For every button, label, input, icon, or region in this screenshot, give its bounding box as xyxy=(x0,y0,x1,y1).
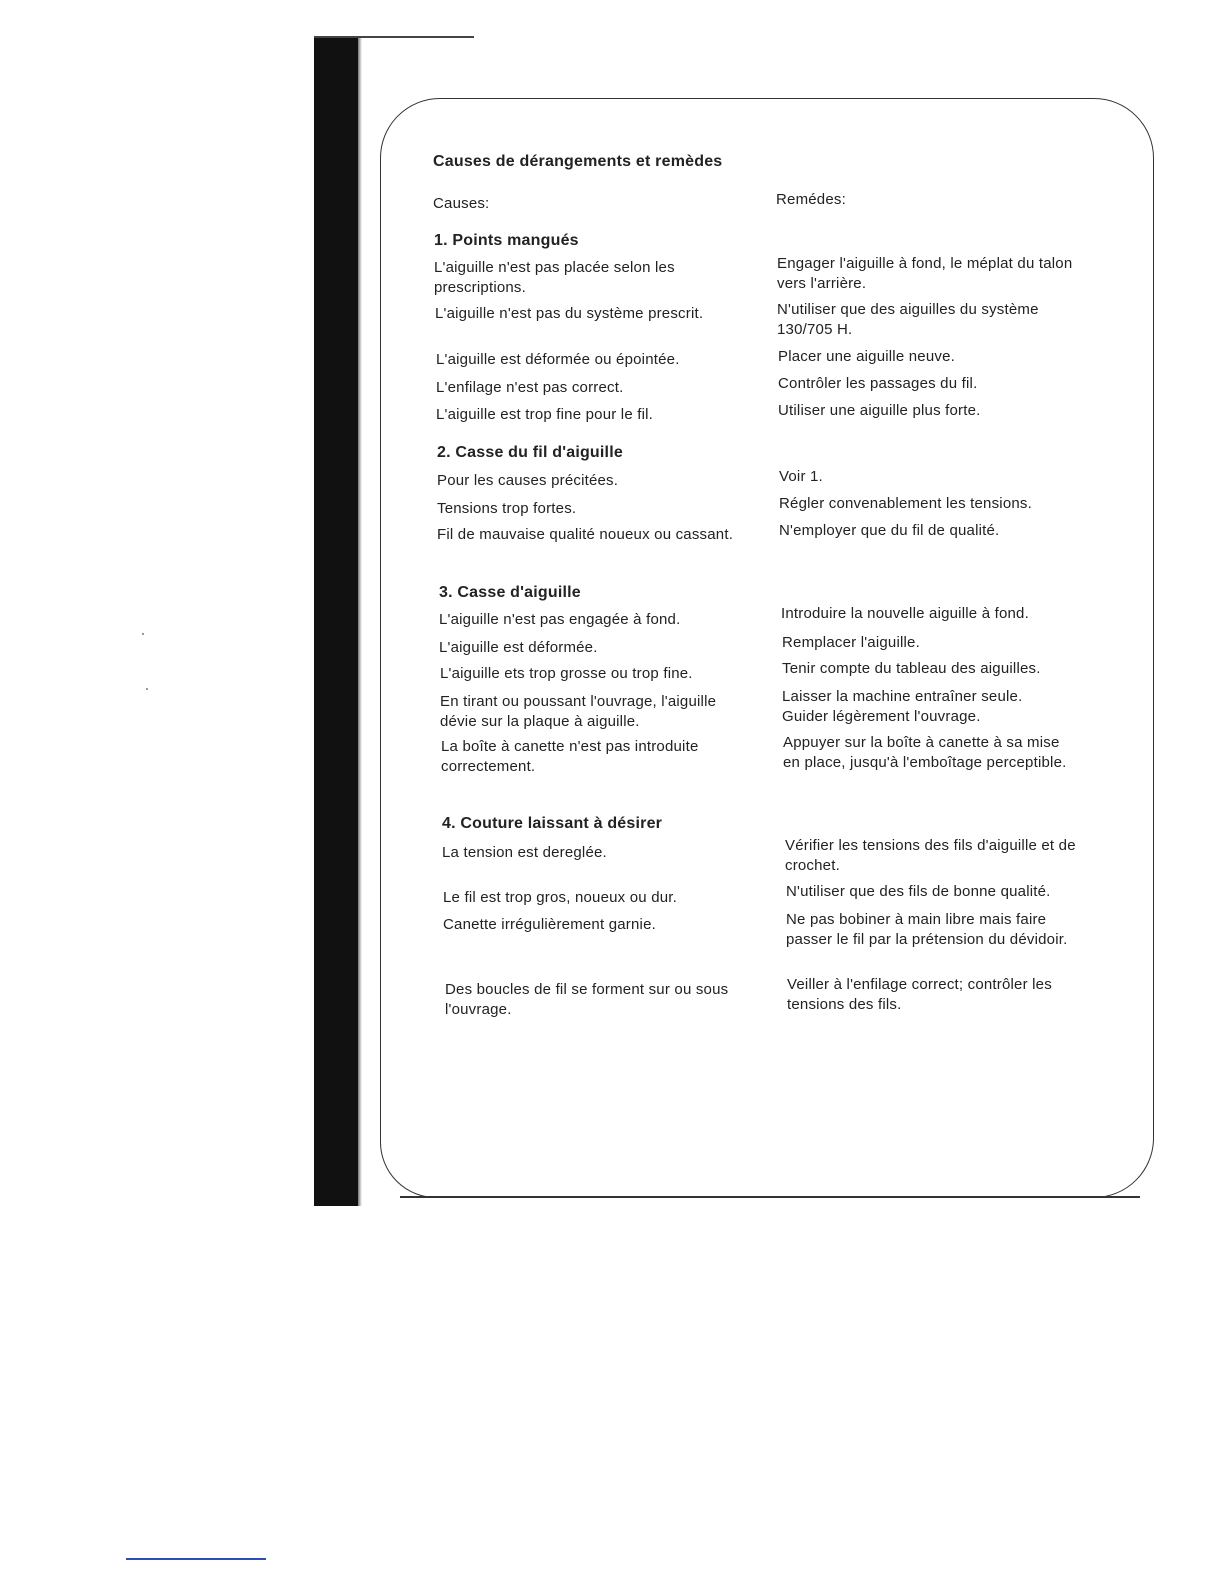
cause-item: L'aiguille est déformée ou épointée. xyxy=(436,351,680,368)
remede-item: N'utiliser que des fils de bonne qualité. xyxy=(786,883,1051,900)
cause-item: L'aiguille est trop fine pour le fil. xyxy=(436,406,654,423)
remede-item: Tenir compte du tableau des aiguilles. xyxy=(782,660,1041,677)
cause-item: Fil de mauvaise qualité noueux ou cassant. xyxy=(437,526,734,543)
cause-item: L'aiguille ets trop grosse ou trop fine. xyxy=(440,665,693,682)
section-heading: 1. Points mangués xyxy=(434,232,579,249)
remede-item: N'employer que du fil de qualité. xyxy=(779,522,1000,539)
remede-item: Placer une aiguille neuve. xyxy=(778,348,955,365)
cause-item: L'aiguille n'est pas placée selon les prescriptions. xyxy=(434,259,675,296)
cause-item: L'aiguille n'est pas du système prescrit. xyxy=(435,305,704,322)
cause-item: En tirant ou poussant l'ouvrage, l'aiguille dévie sur la plaque à aiguille. xyxy=(440,693,717,730)
remede-item: Voir 1. xyxy=(779,468,823,485)
cause-item: Des boucles de fil se forment sur ou sous l'ouvrage. xyxy=(445,981,729,1018)
remede-item: Laisser la machine entraîner seule. Guider légèrement l'ouvrage. xyxy=(782,688,1023,725)
section-heading: 2. Casse du fil d'aiguille xyxy=(437,444,623,461)
remede-item: Engager l'aiguille à fond, le méplat du talon vers l'arrière. xyxy=(777,255,1073,292)
cause-item: L'enfilage n'est pas correct. xyxy=(436,379,624,396)
section-heading: 3. Casse d'aiguille xyxy=(439,584,581,601)
cause-item: Canette irrégulièrement garnie. xyxy=(443,916,656,933)
remede-item: Appuyer sur la boîte à canette à sa mise en place, jusqu'à l'emboîtage perceptible. xyxy=(783,734,1067,771)
causes-column-header: Causes: xyxy=(433,195,490,212)
cause-item: La boîte à canette n'est pas introduite correctement. xyxy=(441,738,699,775)
remedes-column-header: Remédes: xyxy=(776,191,846,208)
remede-item: Régler convenablement les tensions. xyxy=(779,495,1032,512)
cause-item: Le fil est trop gros, noueux ou dur. xyxy=(443,889,678,906)
remede-item: N'utiliser que des aiguilles du système 130/705 H. xyxy=(777,301,1039,338)
remede-item: Introduire la nouvelle aiguille à fond. xyxy=(781,605,1029,622)
remede-item: Ne pas bobiner à main libre mais faire passer le fil par la prétension du dévidoir. xyxy=(786,911,1068,948)
remede-item: Remplacer l'aiguille. xyxy=(782,634,920,651)
cause-item: L'aiguille n'est pas engagée à fond. xyxy=(439,611,681,628)
section-heading: 4. Couture laissant à désirer xyxy=(442,815,663,832)
remede-item: Vérifier les tensions des fils d'aiguille et de crochet. xyxy=(785,837,1076,874)
remede-item: Veiller à l'enfilage correct; contrôler les tensions des fils. xyxy=(787,976,1052,1013)
cause-item: Pour les causes précitées. xyxy=(437,472,619,489)
page-title: Causes de dérangements et remèdes xyxy=(433,153,723,170)
cause-item: L'aiguille est déformée. xyxy=(439,639,598,656)
cause-item: Tensions trop fortes. xyxy=(437,500,577,517)
remede-item: Utiliser une aiguille plus forte. xyxy=(778,402,981,419)
remede-item: Contrôler les passages du fil. xyxy=(778,375,978,392)
cause-item: La tension est dereglée. xyxy=(442,844,607,861)
